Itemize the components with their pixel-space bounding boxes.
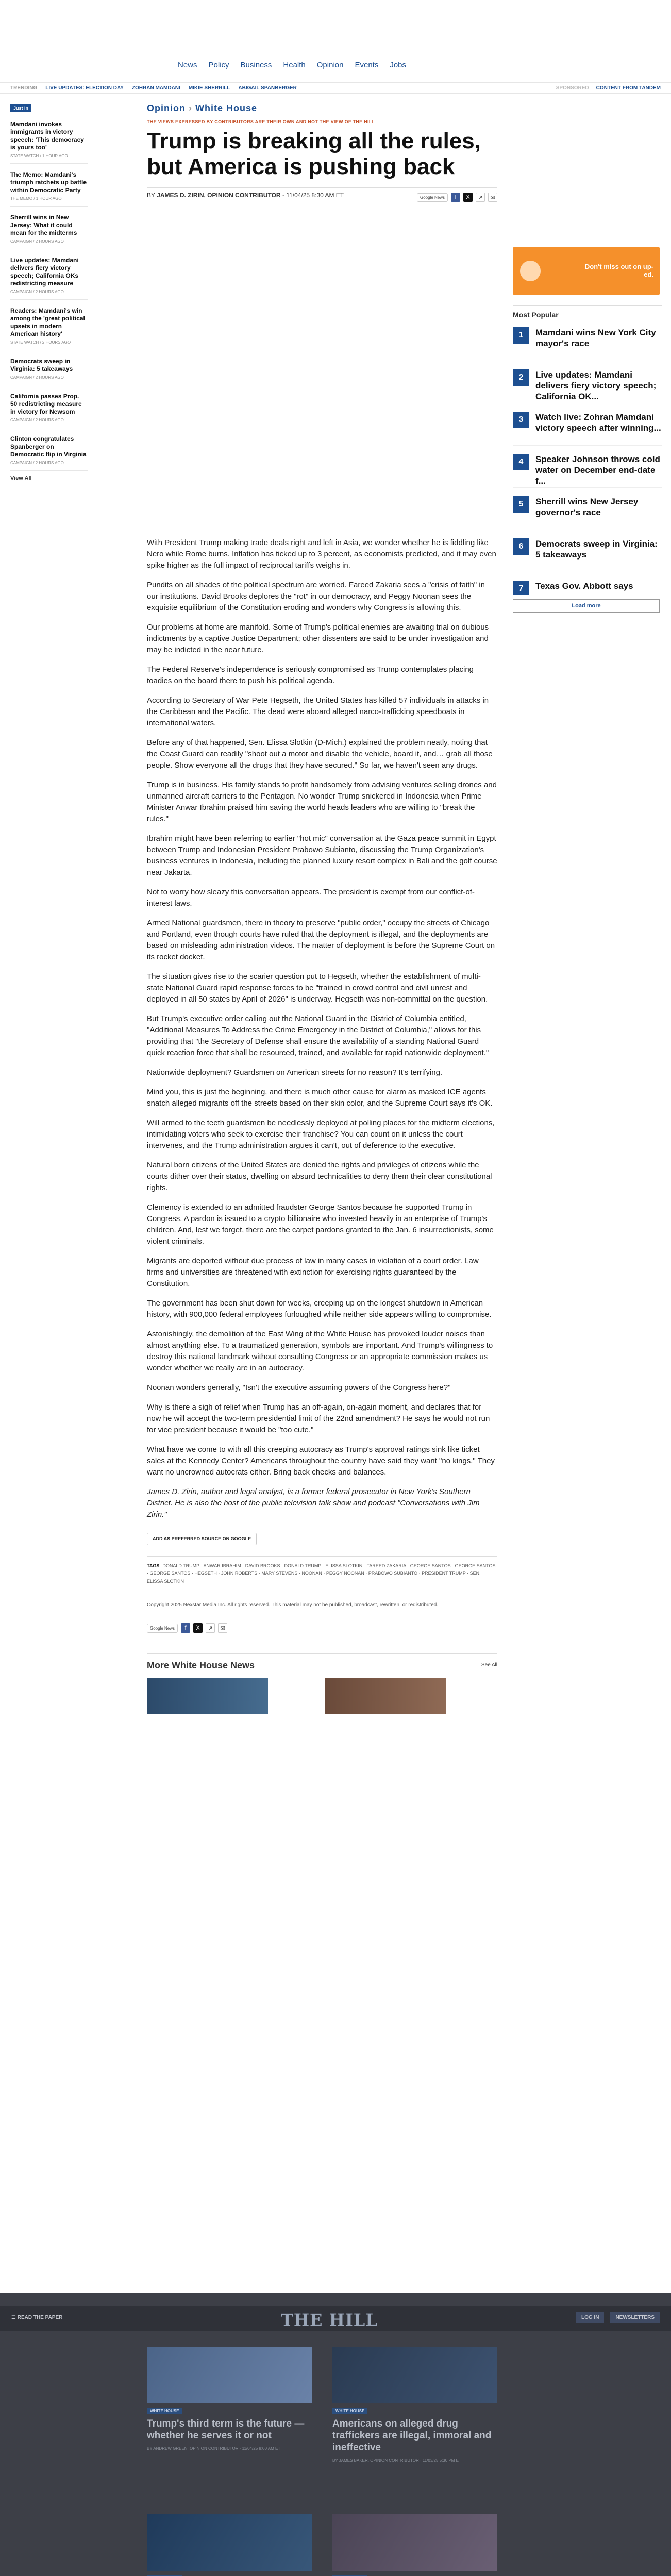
story-card[interactable] — [147, 2347, 312, 2464]
story-card[interactable] — [332, 2347, 497, 2464]
most-popular-headline[interactable]: Texas Gov. Abbott says — [535, 581, 633, 591]
ad-logo — [520, 261, 541, 281]
header-actions — [576, 2312, 660, 2323]
paragraph: What have we come to with all this creeping autocracy as Trump's approval ratings sink like ticket sales at the Kennedy Center? Americans throughout the country have said they want "no kings." They want no uncrowned autocrats either. Bring back checks and balances. — [147, 1445, 495, 1477]
nav-health[interactable]: Health — [283, 61, 306, 70]
paragraph: Trump is in business. His family stands to profit handsomely from advising ventures selling drones and unmanned aircraft carriers to the Pentagon. No wonder Trump snickered in Indonesia when Prime Minister Anwar Ibrahim praised him saving the world heads leaders who are willing to "break the rules." — [147, 781, 497, 823]
list-item[interactable] — [10, 168, 88, 207]
site-logo[interactable]: THE HILL — [281, 2310, 378, 2330]
most-popular-item[interactable] — [513, 538, 662, 572]
byline: BY JAMES D. ZIRIN, OPINION CONTRIBUTOR - 11/04/25 8:30 AM ET — [147, 192, 344, 199]
most-popular-item[interactable] — [513, 454, 662, 488]
story-image[interactable] — [147, 2514, 312, 2571]
rank-badge: 5 — [513, 496, 529, 513]
paragraph: Nationwide deployment? Guardsmen on American streets for no reason? It's terrifying. — [147, 1068, 443, 1077]
paragraph: Our problems at home are manifold. Some of Trump's political enemies are awaiting trial on dubious indictments by a captive Justice Department; other dissenters are said to be under investigation and may be indicted in the near future. — [147, 623, 489, 654]
tags-list — [147, 1556, 497, 1585]
story-image[interactable] — [147, 2347, 312, 2403]
sidebar-headline[interactable]: Sherrill wins in New Jersey: What it could mean for the midterms — [10, 214, 77, 236]
top-navigation — [0, 0, 671, 77]
list-item[interactable] — [10, 253, 88, 300]
paragraph: Migrants are deported without due process of law in many cases in violation of a court order. Law firms and universities are threatened with extinction for exercising rights guaranteed by the Constitution. — [147, 1257, 479, 1288]
trending-item[interactable]: ABIGAIL SPANBERGER — [238, 85, 297, 91]
related-stories-row — [147, 2514, 497, 2576]
sidebar-meta: CAMPAIGN / 2 HOURS AGO — [10, 418, 64, 422]
sidebar-meta: STATE WATCH / 2 HOURS AGO — [10, 340, 71, 345]
sidebar-meta: CAMPAIGN / 2 HOURS AGO — [10, 461, 64, 465]
advertisement[interactable] — [513, 247, 660, 295]
trending-item[interactable]: LIVE UPDATES: ELECTION DAY — [45, 85, 124, 91]
list-item[interactable] — [10, 117, 88, 164]
ad-text: Don't miss out on up-ed. — [584, 263, 653, 278]
paragraph: Before any of that happened, Sen. Elissa Slotkin (D-Mich.) explained the problem neatly, noting that the Coast Guard can readily "shoot out a motor and disable the vehicle, board it, and… grab all those people. Show everyone all the drugs that they have secured." So far, we haven't seen any drugs. — [147, 738, 493, 770]
rank-badge: 3 — [513, 412, 529, 428]
paragraph: Pundits on all shades of the political spectrum are worried. Fareed Zakaria sees a "crisis of faith" in our institutions. David Brooks deplores the "rot" in our democracy, and Peggy Noonan sees the exquisite equilibrium of the Constitution eroding and wonders why Congress is allowing this. — [147, 581, 485, 612]
rank-badge: 1 — [513, 327, 529, 344]
opinion-disclaimer: THE VIEWS EXPRESSED BY CONTRIBUTORS ARE THEIR OWN AND NOT THE VIEW OF THE HILL — [147, 119, 375, 124]
sponsored-link[interactable]: CONTENT FROM TANDEM — [596, 85, 661, 91]
rank-badge: 6 — [513, 538, 529, 555]
just-in-sidebar — [10, 103, 88, 481]
author-name[interactable]: JAMES D. ZIRIN, OPINION CONTRIBUTOR — [157, 192, 281, 199]
story-card[interactable] — [147, 2514, 312, 2576]
byline-prefix: BY — [147, 192, 155, 199]
share-icon[interactable]: ↗ — [206, 1623, 215, 1633]
just-in-badge: Just In — [10, 104, 31, 112]
sidebar-headline[interactable]: Clinton congratulates Spanberger on Democratic flip in Virginia — [10, 435, 87, 458]
paragraph: But Trump's executive order calling out the National Guard in the District of Columbia entitled, "Additional Measures To Address the Crime Emergency in the District of Columbia," allows for this providing that "the Secretary of Defense shall ensure the availability of a standing National Guard quick reaction force that shall be resourced, trained, and available for rapid nationwide deployment." — [147, 1014, 489, 1057]
article-headline: Trump is breaking all the rules, but America is pushing back — [147, 128, 481, 179]
most-popular-headline[interactable]: Live updates: Mamdani delivers fiery victory speech; California OK... — [535, 370, 657, 401]
paragraph: Why is there a sigh of relief when Trump has an off-again, on-again moment, and declares that for now he will accept the two-term presidential limit of the 22nd amendment? He says he would not run for vice president because it would be "too cute." — [147, 1403, 490, 1434]
sidebar-meta: CAMPAIGN / 2 HOURS AGO — [10, 290, 64, 294]
sidebar-headline[interactable]: The Memo: Mamdani's triumph ratchets up battle within Democratic Party — [10, 171, 87, 194]
publish-timestamp: 11/04/25 8:30 AM ET — [286, 192, 344, 199]
trending-item[interactable]: ZOHRAN MAMDANI — [131, 85, 180, 91]
sidebar-headline[interactable]: Democrats sweep in Virginia: 5 takeaways — [10, 358, 73, 372]
paragraph: Mind you, this is just the beginning, and there is much other cause for alarm as masked ICE agents snatch alleged migrants off the streets based on their skin color, and the Supreme Court says it's OK. — [147, 1088, 493, 1108]
most-popular-headline[interactable]: Sherrill wins New Jersey governor's race — [535, 497, 639, 517]
paragraph: The situation gives rise to the scarier question put to Hegseth, whether the establishment of multi-state National Guard rapid response forces to be "trained in crowd control and civil unrest and deployed in all 50 states by April of 2026" is underway. Hegseth was non-committal on the question. — [147, 972, 488, 1004]
nav-policy[interactable]: Policy — [208, 61, 229, 70]
paragraph: Clemency is extended to an admitted fraudster George Santos because he supported Trump in Congress. A pardon is issued to a crypto billionaire who invested heavily in an enterprise of Trump's children. And, lest we forget, there are the carpet pardons granted to the Jan. 6 insurrectionists, some violent criminals. — [147, 1203, 494, 1246]
facebook-icon[interactable]: f — [181, 1623, 190, 1633]
share-bar — [417, 193, 497, 202]
rank-badge: 7 — [513, 581, 529, 595]
most-popular-item[interactable] — [513, 369, 662, 403]
related-stories-row — [147, 2347, 497, 2464]
newsletters-button[interactable]: NEWSLETTERS — [610, 2312, 660, 2323]
login-button[interactable]: LOG IN — [576, 2312, 604, 2323]
list-item[interactable] — [10, 389, 88, 428]
story-tag: WHITE HOUSE — [332, 2408, 367, 2414]
article — [147, 103, 497, 1714]
paragraph: Will armed to the teeth guardsmen be needlessly deployed at polling places for the midterm elections, intimidating voters who seek to exercise their franchise? You can count on it unless the court intervenes, and the Trump administration argues it can't, out of deference to the executive. — [147, 1118, 495, 1150]
story-meta: BY ANDREW GREEN, OPINION CONTRIBUTOR · 11/04/25 8:00 AM ET — [147, 2446, 281, 2451]
paragraph: Armed National guardsmen, there in theory to preserve "public order," occupy the streets of Chicago and Portland, even though courts have ruled that the deployment is illegal, and the deployments are based on misleading administration videos. The matter of deployment is before the Supreme Court on its rocket docket. — [147, 919, 495, 961]
tags-label: TAGS — [147, 1563, 160, 1568]
byline-row — [147, 187, 497, 208]
facebook-icon[interactable]: f — [451, 193, 460, 202]
most-popular-headline[interactable]: Democrats sweep in Virginia: 5 takeaways — [535, 539, 658, 560]
paragraph: Ibrahim might have been referring to earlier "hot mic" conversation at the Gaza peace summit in Egypt between Trump and Indonesian President Prabowo Subianto, discussing the Trump Organization's business ventures in Indonesia, including the planned luxury resort complex in Bali and the golf course near Jakarta. — [147, 834, 497, 877]
paragraph: Astonishingly, the demolition of the East Wing of the White House has provoked louder noises than almost anything else. To a traumatized generation, symbols are important. And Trump's willingness to destroy this national landmark without consulting Congress or an appropriate commission makes us wonder whether we really are in an autocracy. — [147, 1330, 493, 1372]
paragraph: Not to worry how sleazy this conversation appears. The president is exempt from our conflict-of-interest laws. — [147, 888, 475, 908]
most-popular-title: Most Popular — [513, 305, 662, 319]
sidebar-headline[interactable]: Mamdani invokes immigrants in victory speech: 'This democracy is yours too' — [10, 121, 84, 151]
paragraph: Natural born citizens of the United States are denied the rights and privileges of citizens while the courts dither over their status, dwelling on absurd technicalities to deny them their clear constitutional rights. — [147, 1161, 492, 1192]
main-nav — [178, 61, 406, 70]
story-title[interactable]: Trump's third term is the future — whether he serves it or not — [147, 2418, 305, 2441]
paragraph: With President Trump making trade deals right and left in Asia, we wonder whether he is fiddling like Nero while Rome burns. Inflation has ticked up to 3 percent, as economists predicted, and it may even spike higher as the full impact of reciprocal tariffs weighs in. — [147, 538, 496, 570]
most-popular-item[interactable] — [513, 496, 662, 530]
most-popular-headline[interactable]: Watch live: Zohran Mamdani victory speech after winning... — [535, 412, 661, 433]
sidebar-meta: THE MEMO / 1 HOUR AGO — [10, 196, 62, 201]
copyright-notice: Copyright 2025 Nexstar Media Inc. All rights reserved. This material may not be published, broadcast, rewritten, or redistributed. — [147, 1596, 497, 1608]
google-news-button[interactable]: Google News — [417, 193, 448, 202]
read-paper-menu[interactable]: ☰ READ THE PAPER — [11, 2315, 63, 2320]
paragraph: Noonan wonders generally, "Isn't the executive assuming powers of the Congress here?" — [147, 1383, 451, 1392]
story-thumbnail[interactable] — [147, 1678, 268, 1714]
right-rail — [513, 247, 662, 613]
breadcrumb-separator: › — [188, 103, 192, 113]
story-image[interactable] — [332, 2514, 497, 2571]
sidebar-meta: CAMPAIGN / 2 HOURS AGO — [10, 239, 64, 244]
list-item[interactable] — [10, 211, 88, 249]
story-image[interactable] — [332, 2347, 497, 2403]
nav-events[interactable]: Events — [355, 61, 379, 70]
rank-badge: 2 — [513, 369, 529, 386]
most-popular-item[interactable] — [513, 412, 662, 446]
sidebar-headline[interactable]: Live updates: Mamdani delivers fiery victory speech; California OKs redistricting measure — [10, 257, 79, 287]
view-all-link[interactable]: View All — [10, 475, 32, 481]
most-popular-headline[interactable]: Mamdani wins New York City mayor's race — [535, 328, 656, 348]
most-popular-item[interactable] — [513, 581, 662, 595]
nav-business[interactable]: Business — [240, 61, 272, 70]
most-popular-headline[interactable]: Speaker Johnson throws cold water on December end-date f... — [535, 454, 660, 486]
story-meta: BY JAMES BAKER, OPINION CONTRIBUTOR · 11/03/25 5:30 PM ET — [332, 2458, 461, 2463]
share-bar-bottom — [147, 1623, 497, 1633]
nav-opinion[interactable]: Opinion — [316, 61, 344, 70]
article-body — [147, 537, 497, 1520]
nav-jobs[interactable]: Jobs — [390, 61, 407, 70]
section-white-house[interactable]: White House — [195, 103, 257, 113]
section-opinion[interactable]: Opinion — [147, 103, 186, 113]
sidebar-headline[interactable]: California passes Prop. 50 redistricting measure in victory for Newsom — [10, 393, 82, 415]
section-breadcrumb — [147, 103, 497, 114]
story-title[interactable]: Americans on alleged drug traffickers are illegal, immoral and ineffective — [332, 2418, 492, 2453]
x-icon[interactable]: X — [463, 193, 473, 202]
trending-label: TRENDING — [10, 85, 38, 91]
sidebar-headline[interactable]: Readers: Mamdani's win among the 'great political upsets in modern American history' — [10, 307, 85, 337]
rank-badge: 4 — [513, 454, 529, 470]
x-icon[interactable]: X — [193, 1623, 203, 1633]
load-more-button[interactable]: Load more — [513, 599, 660, 613]
list-item[interactable] — [10, 354, 88, 385]
tags[interactable]: DONALD TRUMP · ANWAR IBRAHIM · DAVID BROOKS · DONALD TRUMP · ELISSA SLOTKIN · FAREED ZAKARIA · GEORGE SANTOS · GEORGE SANTOS · GEORGE SANTOS · HEGSETH · JOHN ROBERTS · MARY STEVENS · NOONAN · PEGGY NOONAN · PRABOWO SUBIANTO · PRESIDENT TRUMP · SEN. ELISSA SLOTKIN — [147, 1563, 496, 1584]
preferred-source-button[interactable]: ADD AS PREFERRED SOURCE ON GOOGLE — [147, 1533, 257, 1545]
nav-news[interactable]: News — [178, 61, 197, 70]
more-news-title: More White House News — [147, 1660, 255, 1670]
sidebar-meta: CAMPAIGN / 2 HOURS AGO — [10, 375, 64, 380]
trending-item[interactable]: MIKIE SHERRILL — [188, 85, 230, 91]
paragraph: According to Secretary of War Pete Hegseth, the United States has killed 57 individuals in attacks in the Caribbean and the Pacific. The dead were aboard alleged narco-trafficking speedboats in international waters. — [147, 696, 489, 727]
email-icon[interactable]: ✉ — [218, 1623, 227, 1633]
paragraph: The government has been shut down for weeks, creeping up on the longest shutdown in American history, with 900,000 federal employees furloughed while neither side appears willing to compromise. — [147, 1299, 492, 1319]
story-card[interactable] — [332, 2514, 497, 2576]
sponsored-label: SPONSORED — [556, 85, 589, 91]
sidebar-meta: STATE WATCH / 1 HOUR AGO — [10, 154, 68, 158]
trending-bar — [0, 82, 671, 94]
author-bio: James D. Zirin, author and legal analyst, is a former federal prosecutor in New York's Southern District. He is also the host of the public television talk show and podcast "Conversations with Jim Zirin." — [147, 1487, 480, 1519]
list-item[interactable] — [10, 304, 88, 350]
most-popular-item[interactable] — [513, 327, 662, 361]
paragraph: The Federal Reserve's independence is seriously compromised as Trump contemplates placing toadies on the board there to push his political agenda. — [147, 665, 474, 685]
google-news-button[interactable]: Google News — [147, 1624, 178, 1633]
share-icon[interactable]: ↗ — [476, 193, 485, 202]
more-news-thumbs — [147, 1678, 497, 1714]
more-news-section — [147, 1653, 497, 1714]
story-tag: WHITE HOUSE — [147, 2408, 182, 2414]
email-icon[interactable]: ✉ — [488, 193, 497, 202]
see-all-link[interactable]: See All — [481, 1662, 497, 1668]
story-thumbnail[interactable] — [325, 1678, 446, 1714]
list-item[interactable] — [10, 432, 88, 471]
